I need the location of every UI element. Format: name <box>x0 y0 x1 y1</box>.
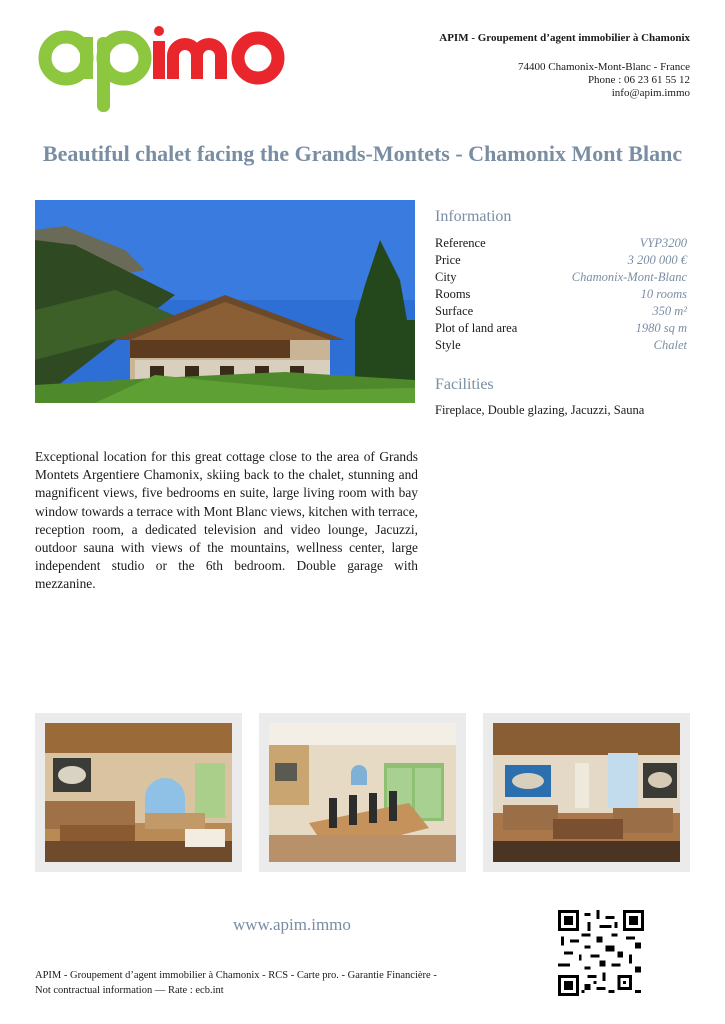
thumbnail-lounge[interactable] <box>483 713 690 872</box>
info-row-surface <box>435 303 687 320</box>
apimo-logo <box>36 26 296 116</box>
info-value: 3 200 000 € <box>627 253 687 267</box>
information-heading: Information <box>435 208 512 225</box>
listing-title: Beautiful chalet facing the Grands-Montets - Chamonix Mont Blanc <box>42 141 683 166</box>
agency-name: APIM - Groupement d’agent immobilier à Chamonix <box>439 32 690 44</box>
dining-room-photo <box>269 723 456 862</box>
info-label: City <box>435 270 457 284</box>
info-value: Chamonix-Mont-Blanc <box>571 270 687 284</box>
info-value: VYP3200 <box>639 236 687 250</box>
legal-line-2: Not contractual information — Rate : ecb.int <box>35 985 224 996</box>
agency-email[interactable]: info@apim.immo <box>611 87 690 99</box>
agency-phone: Phone : 06 23 61 55 12 <box>587 74 690 86</box>
info-value: 1980 sq m <box>635 321 687 335</box>
info-label: Rooms <box>435 287 471 301</box>
qr-code[interactable] <box>558 910 644 996</box>
facilities-heading: Facilities <box>435 376 494 393</box>
info-row-reference <box>435 235 687 252</box>
agency-address: 74400 Chamonix-Mont-Blanc - France <box>518 61 690 73</box>
info-value: Chalet <box>653 338 687 352</box>
info-row-style <box>435 337 687 354</box>
info-value: 10 rooms <box>640 287 687 301</box>
info-row-city <box>435 269 687 286</box>
info-row-plot <box>435 320 687 337</box>
info-row-rooms <box>435 286 687 303</box>
main-photo-chalet <box>35 200 415 403</box>
info-label: Plot of land area <box>435 321 518 335</box>
listing-description: Exceptional location for this great cottage close to the area of Grands Montets Argentiere Chamonix, skiing back to the chalet, stunning and magnificent views, five bedrooms en suite, large living room with bay window towards a terrace with Mont Blanc views, kitchen with terrace, reception room, a dedicated television and video lounge, Jacuzzi, outdoor sauna with views of the mountains, wellness center, large independent studio or the 6th bedroom. Double garage with mezzanine. <box>35 449 418 592</box>
website-link[interactable]: www.apim.immo <box>233 915 351 934</box>
information-table <box>435 235 687 354</box>
legal-notice <box>35 968 525 998</box>
agency-contact <box>439 32 690 100</box>
info-label: Surface <box>435 304 474 318</box>
info-row-price <box>435 252 687 269</box>
lounge-photo <box>493 723 680 862</box>
legal-line-1: APIM - Groupement d’agent immobilier à Chamonix - RCS - Carte pro. - Garantie Financière - <box>35 970 437 981</box>
info-label: Price <box>435 253 461 267</box>
thumbnail-living-room[interactable] <box>35 713 242 872</box>
thumbnail-dining-room[interactable] <box>259 713 466 872</box>
facilities-list: Fireplace, Double glazing, Jacuzzi, Sauna <box>435 403 645 417</box>
info-label: Style <box>435 338 461 352</box>
living-room-photo <box>45 723 232 862</box>
info-label: Reference <box>435 236 486 250</box>
info-value: 350 m² <box>652 304 687 318</box>
